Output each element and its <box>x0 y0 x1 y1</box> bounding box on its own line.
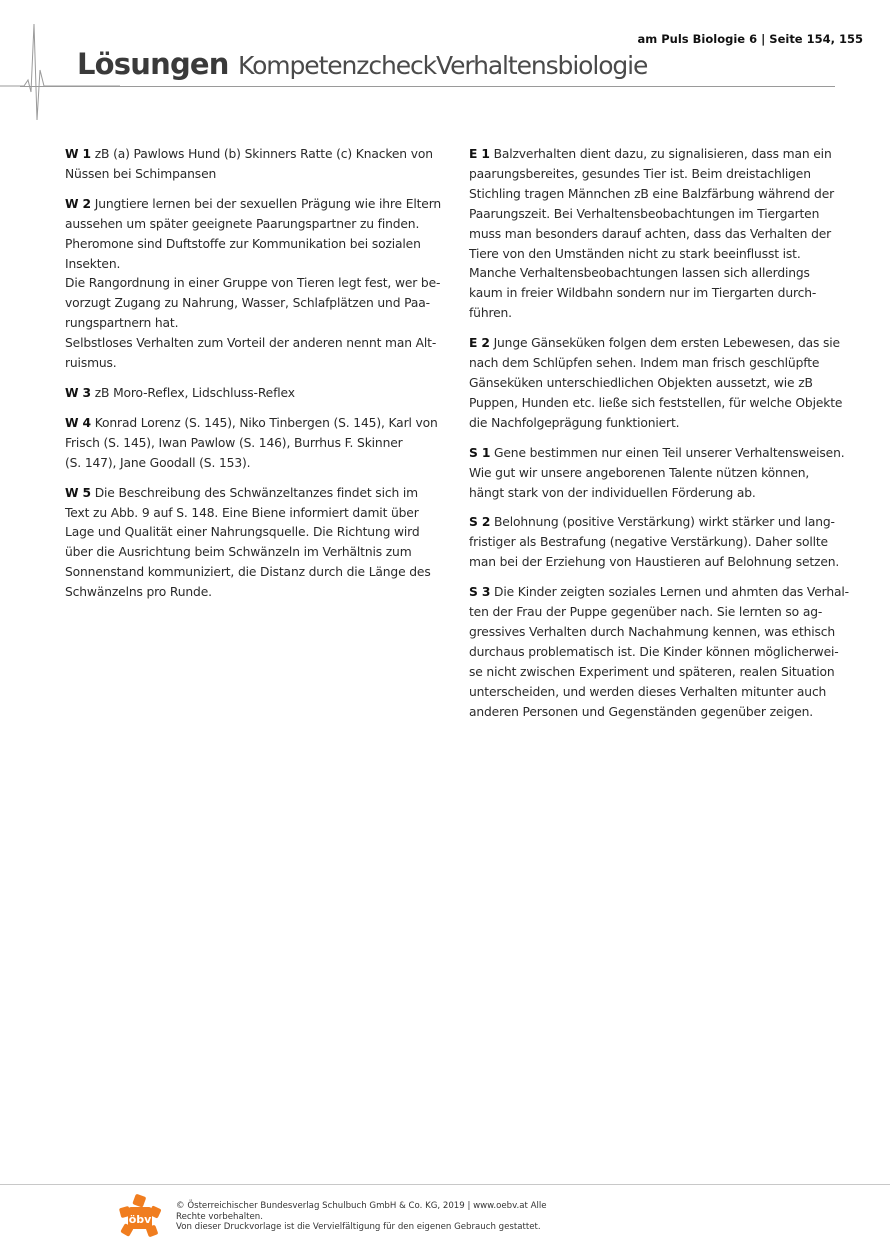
answer-w-2 <box>65 195 445 374</box>
answer-line: Tiere von den Umständen nicht zu stark beeinflusst ist. <box>469 246 801 261</box>
answer-label: W 4 <box>65 415 91 430</box>
answer-line: führen. <box>469 306 512 321</box>
answer-label: S 1 <box>469 445 491 460</box>
answer-line <box>469 583 849 603</box>
answer-line: Insekten. <box>65 256 121 271</box>
answer-line: Selbstloses Verhalten zum Vorteil der anderen nennt man Alt- <box>65 336 437 351</box>
answer-line: vorzugt Zugang zu Nahrung, Wasser, Schlafplätzen und Paa- <box>65 296 430 311</box>
left-answer-column <box>65 145 445 613</box>
answer-line: Die Rangordnung in einer Gruppe von Tieren legt fest, wer be- <box>65 276 441 291</box>
answer-label: W 2 <box>65 196 91 211</box>
answer-text: Jungtiere lernen bei der sexuellen Prägung wie ihre Eltern <box>94 196 442 211</box>
logo-text: öbv <box>128 1213 152 1226</box>
answer-line: kaum in freier Wildbahn sondern nur im Tiergarten durch- <box>469 286 817 301</box>
answer-w-4 <box>65 414 445 474</box>
answer-text: Konrad Lorenz (S. 145), Niko Tinbergen (S. 145), Karl von <box>94 415 438 430</box>
answer-line: paarungsbereites, gesundes Tier ist. Beim dreistachligen <box>469 166 811 181</box>
answer-s-2 <box>469 513 849 573</box>
answer-label: S 3 <box>469 585 491 600</box>
answer-text: zB Moro-Reflex, Lidschluss-Reflex <box>94 385 295 400</box>
answer-label: W 3 <box>65 385 91 400</box>
answer-line <box>65 145 445 165</box>
answer-line: Gänseküken unterschiedlichen Objekten aussetzt, wie zB <box>469 375 813 390</box>
answer-line: die Nachfolgeprägung funktioniert. <box>469 415 680 430</box>
answer-line: aussehen um später geeignete Paarungspartner zu finden. <box>65 216 420 231</box>
answer-line <box>65 195 445 215</box>
answer-line <box>65 414 445 434</box>
answer-line: ruismus. <box>65 356 117 371</box>
answer-label: E 1 <box>469 147 490 161</box>
answer-line <box>469 444 849 464</box>
answer-line: Puppen, Hunden etc. ließe sich feststellen, für welche Objekte <box>469 395 843 410</box>
answer-label: W 5 <box>65 485 91 500</box>
answer-text: Die Kinder zeigten soziales Lernen und ahmten das Verhal- <box>494 585 849 600</box>
answer-line: hängt stark von der individuellen Förderung ab. <box>469 485 756 500</box>
answer-line: Sonnenstand kommuniziert, die Distanz durch die Länge des <box>65 565 431 580</box>
answer-line: gressives Verhalten durch Nachahmung kennen, was ethisch <box>469 624 836 639</box>
answer-line: Lage und Qualität einer Nahrungsquelle. Die Richtung wird <box>65 525 420 540</box>
answer-line: Stichling tragen Männchen zB eine Balzfärbung während der <box>469 186 835 201</box>
answer-line: über die Ausrichtung beim Schwänzeln im Verhältnis zum <box>65 545 412 560</box>
book-page-reference: am Puls Biologie 6 | Seite 154, 155 <box>637 32 863 46</box>
answer-e-2 <box>469 334 849 434</box>
answer-text: zB (a) Pawlows Hund (b) Skinners Ratte (c) Knacken von <box>94 147 433 161</box>
answer-line: anderen Personen und Gegenständen gegenüber zeigen. <box>469 704 814 719</box>
answer-line: rungspartnern hat. <box>65 316 179 331</box>
answer-line <box>65 484 445 504</box>
answer-line: Schwänzelns pro Runde. <box>65 585 212 600</box>
answer-text: Balzverhalten dient dazu, zu signalisieren, dass man ein <box>493 147 832 161</box>
answer-line: se nicht zwischen Experiment und späteren, realen Situation <box>469 664 835 679</box>
answer-line <box>469 145 849 165</box>
answer-line <box>469 334 849 354</box>
answer-e-1 <box>469 145 849 324</box>
right-answer-column <box>469 145 849 732</box>
footer-divider <box>0 1184 890 1185</box>
answer-label: W 1 <box>65 147 91 161</box>
answer-line: unterscheiden, und werden dieses Verhalten mitunter auch <box>469 684 827 699</box>
copyright-footer <box>176 1201 547 1233</box>
answer-text: Gene bestimmen nur einen Teil unserer Verhaltensweisen. <box>494 445 845 460</box>
page-title <box>77 44 647 82</box>
title-main: Lösungen <box>77 47 229 81</box>
answer-line: durchaus problematisch ist. Die Kinder können möglicherwei- <box>469 644 839 659</box>
answer-line: (S. 147), Jane Goodall (S. 153). <box>65 455 251 470</box>
answer-line: man bei der Erziehung von Haustieren auf Belohnung setzen. <box>469 555 840 570</box>
answer-line: ten der Frau der Puppe gegenüber nach. Sie lernten so ag- <box>469 605 823 620</box>
answer-line <box>469 513 849 533</box>
answer-line <box>65 384 445 404</box>
answer-text: Die Beschreibung des Schwänzeltanzes findet sich im <box>94 485 418 500</box>
answer-text: Belohnung (positive Verstärkung) wirkt stärker und lang- <box>494 515 835 530</box>
logo-petal <box>132 1194 146 1208</box>
answer-label: E 2 <box>469 336 490 351</box>
answer-w-5 <box>65 484 445 603</box>
answer-w-1 <box>65 145 445 185</box>
answer-w-3 <box>65 384 445 404</box>
copyright-line: © Österreichischer Bundesverlag Schulbuch GmbH & Co. KG, 2019 | www.oebv.at Alle <box>176 1201 547 1211</box>
answer-text: Junge Gänseküken folgen dem ersten Lebewesen, das sie <box>493 336 840 351</box>
answer-line: Frisch (S. 145), Iwan Pawlow (S. 146), Burrhus F. Skinner <box>65 435 403 450</box>
title-subtitle: KompetenzcheckVerhaltensbiologie <box>238 51 648 80</box>
answer-line: muss man besonders darauf achten, dass das Verhalten der <box>469 226 832 241</box>
answer-line: Text zu Abb. 9 auf S. 148. Eine Biene informiert damit über <box>65 505 419 520</box>
rights-line: Rechte vorbehalten. <box>176 1211 263 1222</box>
answer-s-3 <box>469 583 849 722</box>
answer-line: Paarungszeit. Bei Verhaltensbeobachtungen im Tiergarten <box>469 206 820 221</box>
answer-line: fristiger als Bestrafung (negative Verstärkung). Daher sollte <box>469 535 828 550</box>
answer-line: Pheromone sind Duftstoffe zur Kommunikation bei sozialen <box>65 236 421 251</box>
answer-label: S 2 <box>469 515 491 530</box>
answer-line: Manche Verhaltensbeobachtungen lassen sich allerdings <box>469 266 810 281</box>
oebv-logo-icon <box>116 1193 164 1241</box>
answer-s-1 <box>469 444 849 504</box>
copy-permission-line: Von dieser Druckvorlage ist die Vervielfältigung für den eigenen Gebrauch gestattet. <box>176 1222 541 1233</box>
answer-line: Wie gut wir unsere angeborenen Talente nützen können, <box>469 465 810 480</box>
header-divider <box>20 86 835 87</box>
answer-line: nach dem Schlüpfen sehen. Indem man frisch geschlüpfte <box>469 356 820 371</box>
answer-line: Nüssen bei Schimpansen <box>65 166 217 181</box>
